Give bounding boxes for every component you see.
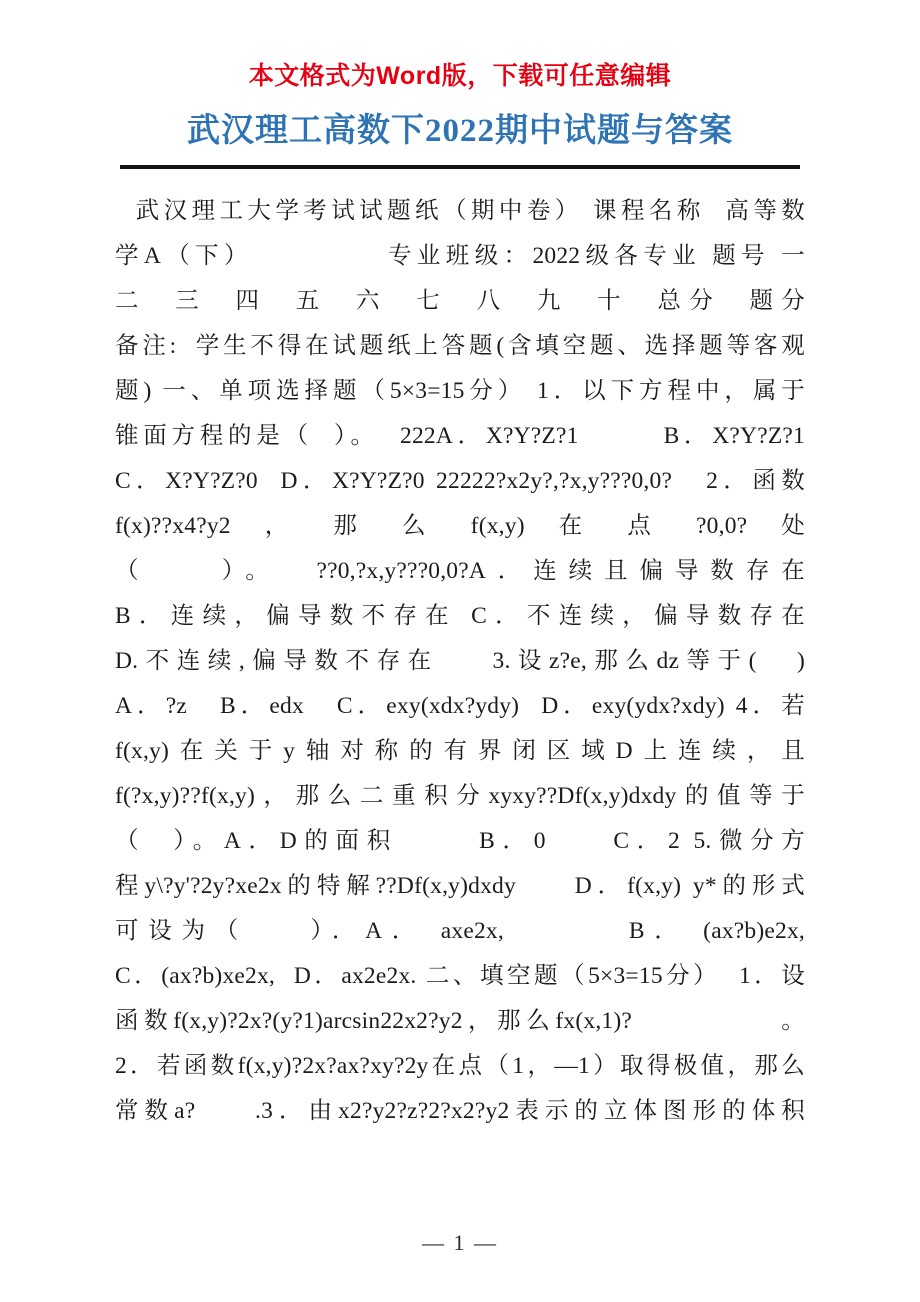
body-line: 武汉理工大学考试试题纸（期中卷） 课程名称 高等数	[115, 197, 805, 224]
body-line: 可设为（ ）．A． axe2x, B． (ax?b)e2x,	[115, 917, 805, 944]
page-number: — 1 —	[422, 1230, 498, 1255]
body-line: 常数a? .3．由x2?y2?z?2?x2?y2表示的立体图形的体积	[115, 1097, 805, 1124]
title-divider	[120, 165, 800, 169]
watermark-notice: 本文格式为Word版，下载可任意编辑	[248, 62, 672, 90]
body-line: 题) 一、单项选择题（5×3=15分） 1．以下方程中，属于	[115, 377, 805, 404]
body-line: f(x,y)在关于y轴对称的有界闭区域D上连续，且	[115, 737, 805, 764]
body-line: B．连续，偏导数不存在 C．不连续，偏导数存在	[115, 602, 805, 629]
body-line: C．X?Y?Z?0 D．X?Y?Z?0 22222?x2y?,?x,y???0,0? 2．函数	[115, 467, 805, 494]
body-line: 2．若函数f(x,y)?2x?ax?xy?2y在点（1，—1）取得极值，那么	[115, 1052, 805, 1079]
body-line: f(x)??x4?y2 ， 那 么 f(x,y) 在 点 ?0,0? 处	[115, 512, 805, 539]
body-line: C．(ax?b)xe2x, D．ax2e2x. 二、填空题（5×3=15分） 1．设	[115, 962, 805, 989]
body-line: 程y\?y'?2y?xe2x的特解??Df(x,y)dxdy D．f(x,y) y*的形式	[115, 872, 805, 899]
body-line: （ ）。A．D的面积 B．0 C．2 5.微分方	[115, 827, 805, 854]
body-line: 锥面方程的是（ ）。 222A．X?Y?Z?1 B．X?Y?Z?1	[115, 422, 805, 449]
body-line: A．?z B．edx C．exy(xdx?ydy) D．exy(ydx?xdy) 4．若	[115, 692, 805, 719]
page-title: 武汉理工高数下2022期中试题与答案	[187, 112, 733, 149]
body-line: （ ）。 ??0,?x,y???0,0?A．连续且偏导数存在	[115, 557, 805, 584]
body-line: 二 三 四 五 六 七 八 九 十 总分 题分	[115, 287, 805, 314]
body-line: D.不连续,偏导数不存在 3.设z?e,那么dz等于( )	[115, 647, 805, 674]
body-line: 函数f(x,y)?2x?(y?1)arcsin22x2?y2，那么fx(x,1)? 。	[115, 1007, 805, 1034]
exam-body-text	[115, 189, 805, 1134]
body-line: f(?x,y)??f(x,y)，那么二重积分xyxy??Df(x,y)dxdy的值等于	[115, 782, 805, 809]
body-line: 学A（下） 专业班级：2022级各专业 题号 一	[115, 242, 805, 269]
body-line: 备注: 学生不得在试题纸上答题(含填空题、选择题等客观	[115, 332, 805, 359]
